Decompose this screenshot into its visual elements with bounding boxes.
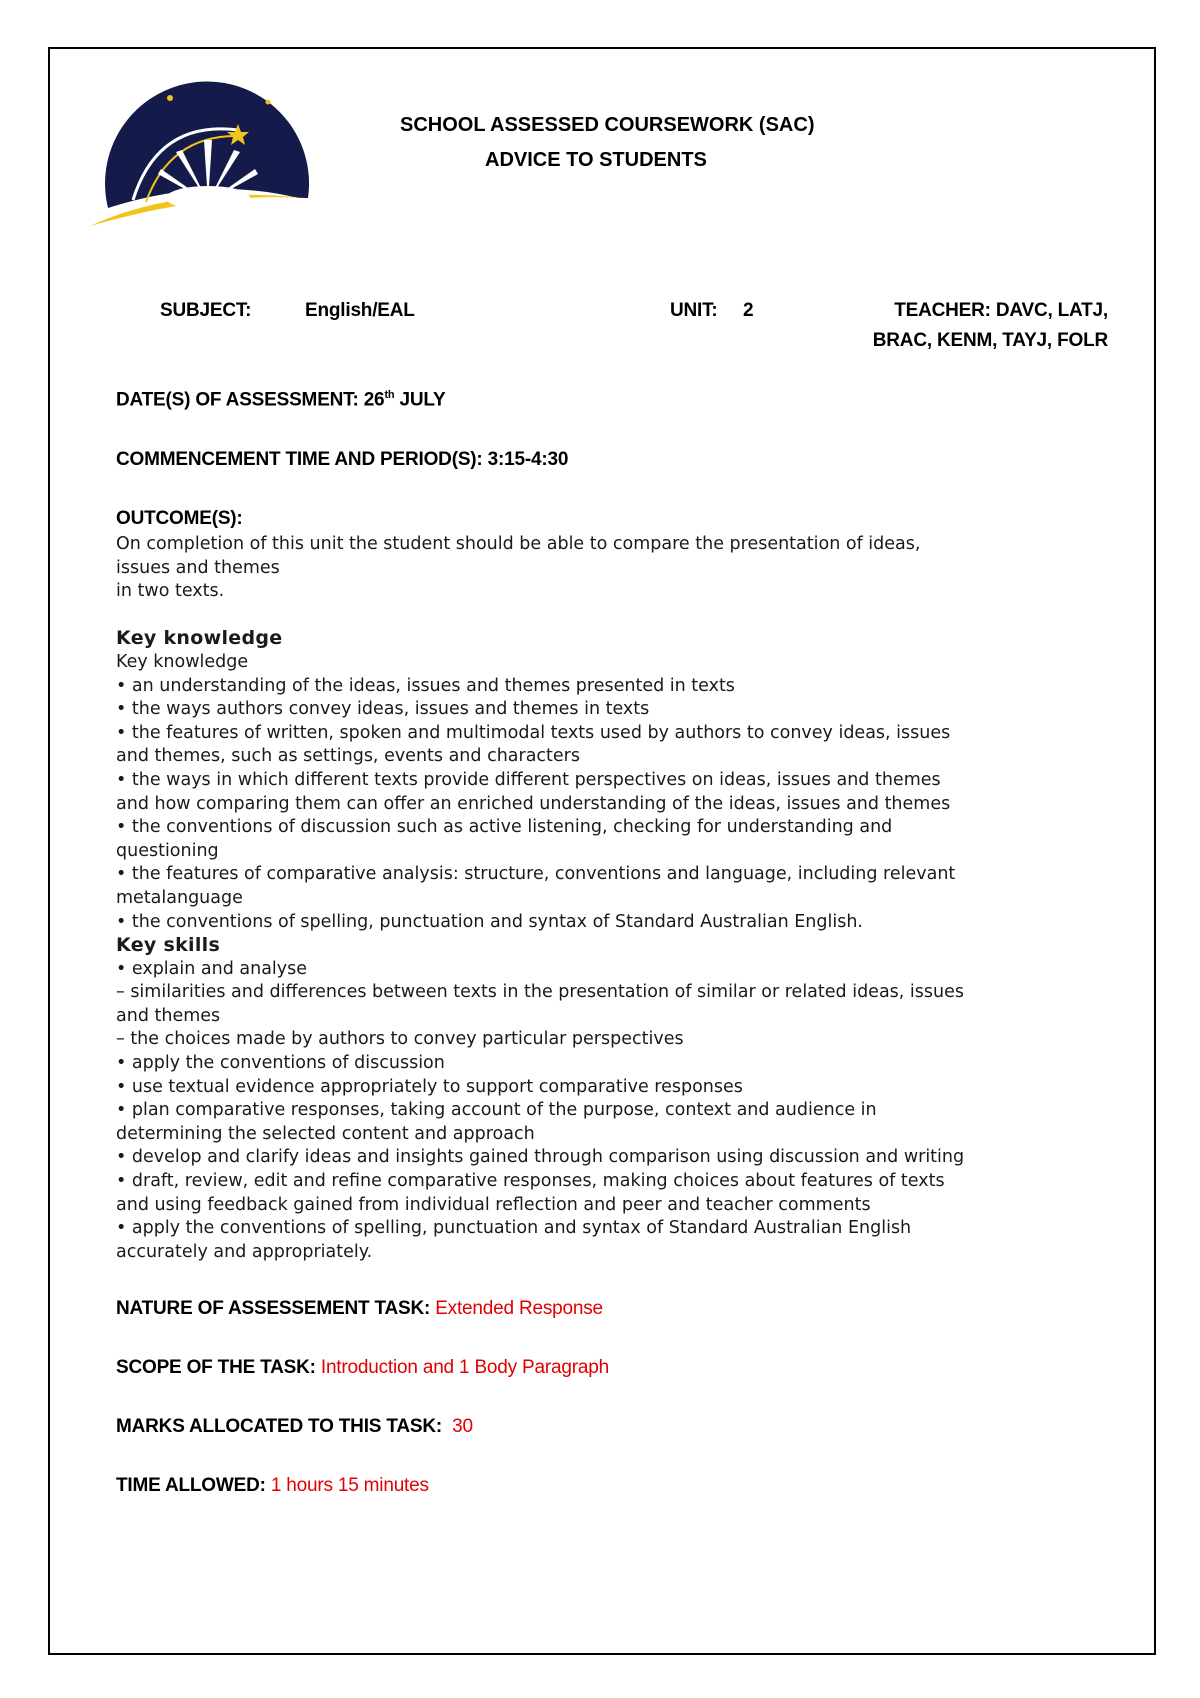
body-line: • apply the conventions of spelling, punctuation and syntax of Standard Australian English xyxy=(116,1218,912,1239)
task-scope-value: Introduction and 1 Body Paragraph xyxy=(320,1357,609,1378)
body-line: and themes, such as settings, events and characters xyxy=(116,746,580,767)
body-line: • the ways in which different texts provide different perspectives on ideas, issues and themes xyxy=(116,769,941,790)
task-nature-value: Extended Response xyxy=(435,1298,603,1319)
school-logo-icon xyxy=(88,80,318,230)
body-line: and how comparing them can offer an enriched understanding of the ideas, issues and themes xyxy=(116,793,951,814)
assessment-date: DATE(S) OF ASSESSMENT: 26th JULY xyxy=(116,389,446,411)
section-heading: Key knowledge xyxy=(116,627,283,650)
outcome-body xyxy=(116,533,1116,1264)
body-line: metalanguage xyxy=(116,887,243,908)
body-line: • develop and clarify ideas and insights gained through comparison using discussion and writing xyxy=(116,1147,965,1168)
body-line: and themes xyxy=(116,1005,221,1026)
body-line: • use textual evidence appropriately to support comparative responses xyxy=(116,1076,743,1097)
subject-label: SUBJECT: xyxy=(160,300,252,321)
subject-value: English/EAL xyxy=(305,300,415,321)
body-line: • draft, review, edit and refine comparative responses, making choices about features of texts xyxy=(116,1171,945,1192)
body-line: and using feedback gained from individual reflection and peer and teacher comments xyxy=(116,1194,871,1215)
body-line: – similarities and differences between texts in the presentation of similar or related ideas, issues xyxy=(116,982,964,1003)
task-nature: NATURE OF ASSESSEMENT TASK: Extended Response xyxy=(116,1298,603,1319)
unit-label: UNIT: xyxy=(670,300,718,321)
body-line: • an understanding of the ideas, issues and themes presented in texts xyxy=(116,675,735,696)
teacher-line-2: BRAC, KENM, TAYJ, FOLR xyxy=(872,330,1108,351)
task-time-value: 1 hours 15 minutes xyxy=(270,1475,429,1496)
outcome-label: OUTCOME(S): xyxy=(116,508,243,529)
body-line: • the ways authors convey ideas, issues and themes in texts xyxy=(116,699,650,720)
task-scope: SCOPE OF THE TASK: Introduction and 1 Body Paragraph xyxy=(116,1357,609,1378)
section-heading: Key skills xyxy=(116,934,221,957)
task-marks-value: 30 xyxy=(452,1416,473,1437)
body-line: • apply the conventions of discussion xyxy=(116,1053,445,1074)
body-line: • the conventions of spelling, punctuation and syntax of Standard Australian English. xyxy=(116,911,863,932)
page-subtitle: ADVICE TO STUDENTS xyxy=(485,149,707,171)
task-marks: MARKS ALLOCATED TO THIS TASK: 30 xyxy=(116,1416,473,1437)
body-line: • explain and analyse xyxy=(116,958,308,979)
unit-value: 2 xyxy=(743,300,754,321)
body-line: accurately and appropriately. xyxy=(116,1241,373,1262)
page-title: SCHOOL ASSESSED COURSEWORK (SAC) xyxy=(400,114,815,136)
body-line: issues and themes xyxy=(116,557,280,578)
task-time: TIME ALLOWED: 1 hours 15 minutes xyxy=(116,1475,429,1496)
body-line: determining the selected content and approach xyxy=(116,1123,535,1144)
body-line: • the features of comparative analysis: structure, conventions and language, including relevant xyxy=(116,864,956,885)
body-line: questioning xyxy=(116,840,219,861)
teacher-line-1: TEACHER: DAVC, LATJ, xyxy=(894,300,1108,321)
body-line: • the features of written, spoken and multimodal texts used by authors to convey ideas, issues xyxy=(116,722,951,743)
body-line: – the choices made by authors to convey particular perspectives xyxy=(116,1029,684,1050)
body-line: Key knowledge xyxy=(116,651,249,672)
body-line: in two texts. xyxy=(116,581,225,602)
body-line: • plan comparative responses, taking account of the purpose, context and audience in xyxy=(116,1100,877,1121)
body-line: • the conventions of discussion such as active listening, checking for understanding and xyxy=(116,817,893,838)
body-line xyxy=(116,604,1116,628)
commencement-time: COMMENCEMENT TIME AND PERIOD(S): 3:15-4:30 xyxy=(116,449,569,470)
body-line: On completion of this unit the student should be able to compare the presentation of ideas, xyxy=(116,534,921,554)
